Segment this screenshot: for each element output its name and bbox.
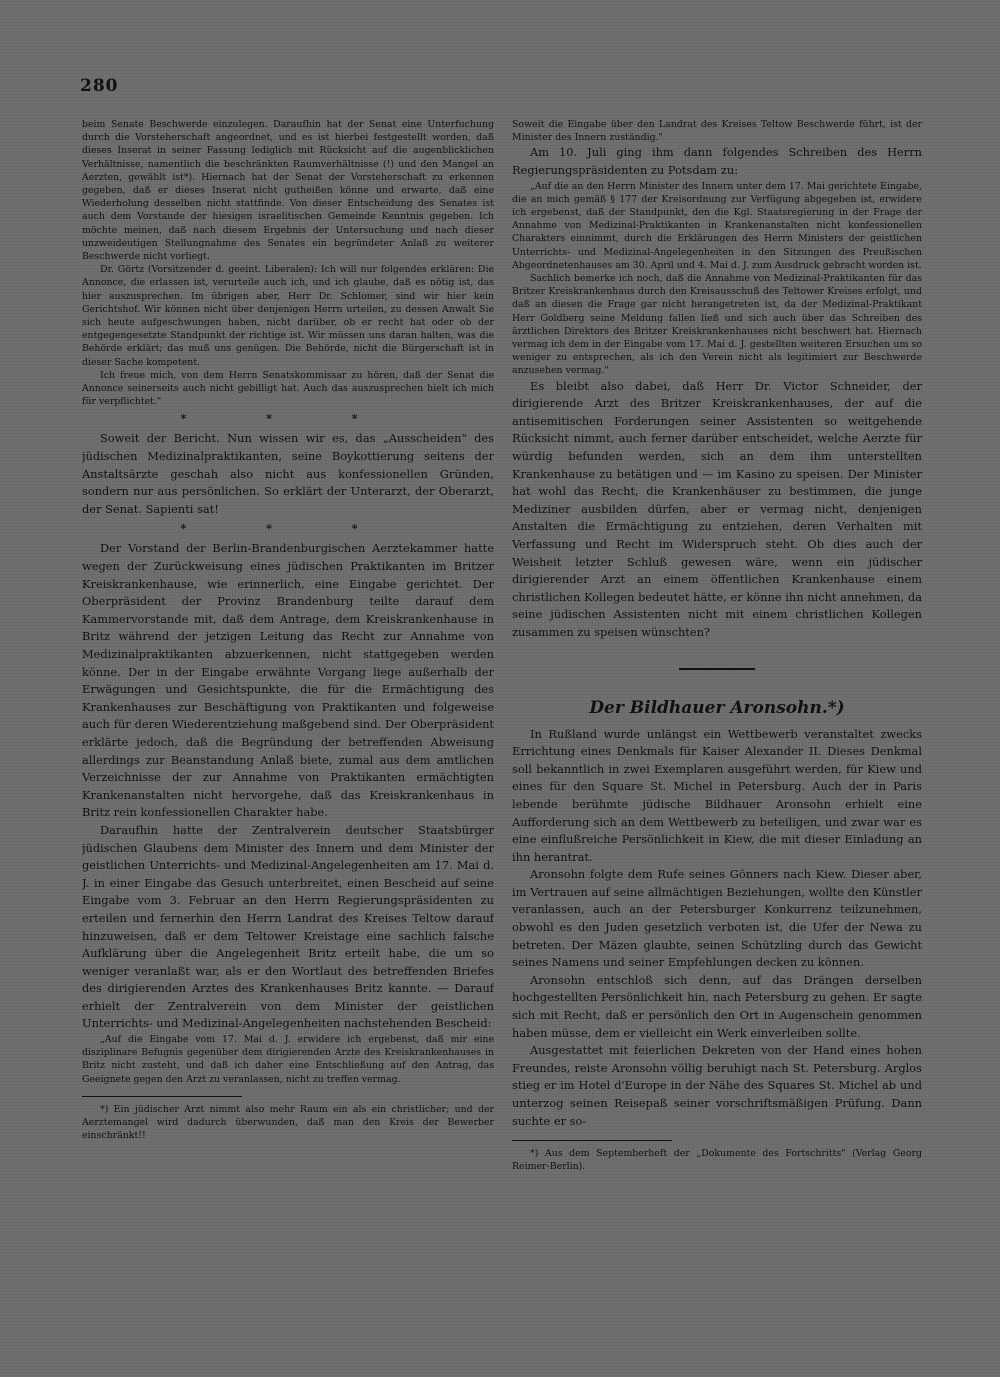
footnote: *) Aus dem Septemberheft der „Dokumente des Fortschritts" (Verlag Georg Reimer-Berlin). bbox=[512, 1148, 922, 1173]
paragraph: Ich freue mich, von dem Herrn Senatskommissar zu hören, daß der Senat die Annonce seinerseits auch nicht gebilligt hat. Auch das auszusprechen hielt ich mich für verpflichtet." bbox=[82, 369, 494, 408]
paragraph: Soweit die Eingabe über den Landrat des Kreises Teltow Beschwerde führt, ist der Minister des Innern zuständig." bbox=[512, 119, 922, 144]
section-separator: * * * bbox=[180, 522, 396, 536]
article-heading: Der Bildhauer Aronsohn.*) bbox=[589, 697, 845, 718]
quoted-paragraph: „Auf die an den Herrn Minister des Innern unter dem 17. Mai gerichtete Eingabe, die an mich gemäß § 177 der Kreisordnung zur Verfügung abgegeben ist, erwidere ich ergebenst, daß der Standpunkt, den die Kgl. Staatsregierung in der Frage der Annahme von Medizinal-Praktikanten in Krankenanstalten nicht konfessionellen Charakters einnimmt, durch die Erklärungen des Herrn Ministers der geistlichen Unterrichts- und Medizinal-Angelegenheiten in den Sitzungen des Preußischen Abgeordnetenhauses am 30. April und 4. Mai d. J. zum Ausdruck gebracht worden ist. bbox=[512, 180, 922, 271]
paragraph: In Rußland wurde unlängst ein Wettbewerb veranstaltet zwecks Errichtung eines Denkmals für Kaiser Alexander II. Dieses Denkmal soll bekanntlich in zwei Exemplaren ausgeführt werden, für Kiew und eines für den Square St. Michel in Petersburg. Auch der in Paris lebende berühmte jüdische Bildhauer Aronsohn erhielt eine Aufforderung sich an dem Wettbewerb zu beteiligen, und zwar war es eine einflußreiche Persönlichkeit in Kiew, die mit dieser Einladung an ihn herantrat. bbox=[512, 726, 922, 864]
paragraph: Aronsohn entschloß sich denn, auf das Drängen derselben hochgestellten Persönlichkeit hin, nach Petersburg zu gehen. Er sagte sich mit Recht, daß er persönlich den Ort in Augenschein genommen haben müsse, dem er vielleicht ein Werk einverleiben sollte. bbox=[512, 972, 922, 1040]
footnote-rule bbox=[82, 1096, 242, 1097]
quoted-paragraph: „Auf die Eingabe vom 17. Mai d. J. erwidere ich ergebenst, daß mir eine disziplinare Befugnis gegenüber dem dirigierenden Arzte des Kreiskrankenhauses in Britz nicht zusteht, und daß ich daher eine Entschließung auf den Antrag, das Geeignete gegen den Arzt zu veranlassen, nicht zu treffen vermag. bbox=[82, 1034, 494, 1085]
paragraph: beim Senate Beschwerde einzulegen. Daraufhin hat der Senat eine Unterfuchung durch die Vorsteherschaft angeordnet, und es ist hierbei festgestellt worden, daß dieses Inserat in seiner Fassung lediglich mit Rücksicht auf die augenblicklichen Verhältnisse, namentlich die beschränkten Raumverhältnisse (!) und den Mangel an Aerzten, gewählt ist*). Hiernach hat der Senat der Vorsteherschaft zu erkennen gegeben, daß er dieses Inserat nicht gutheißen könne und erwarte, daß eine Wiederholung desselben nicht stattfinde. Von dieser Entscheidung des Senates ist auch dem Vorstande der hiesigen israelitischen Gemeinde Kenntnis gegeben. Ich möchte meinen, daß nach diesem Ergebnis der Untersuchung und nach dieser unzweideutigen Stellungnahme des Senates ein begründeter Anlaß zu weiterer Beschwerde nicht vorliegt. bbox=[82, 119, 494, 263]
paragraph: Dr. Görtz (Vorsitzender d. geeint. Liberalen): Ich will nur folgendes erklären: Die Annonce, die erlassen ist, verurteile auch ich, und ich glaube, daß es nötig ist, das hier auszusprechen. Im übrigen aber, Herr Dr. Schlomer, sind wir hier kein Gerichtshof. Wir können nicht über denjenigen Herrn urteilen, zu dessen Anwalt Sie sich heute aufgeschwungen haben, nicht darüber, ob er recht hat oder ob der entgegengesetzte Standpunkt der richtige ist. Wir müssen uns daran halten, was die Behörde erklärt; das muß uns genügen. Die Behörde, nicht die Bürgerschaft ist in dieser Sache kompetent. bbox=[82, 264, 494, 368]
footnote-rule bbox=[512, 1140, 672, 1141]
section-separator: * * * bbox=[180, 412, 396, 426]
paragraph: Soweit der Bericht. Nun wissen wir es, das „Ausscheiden" des jüdischen Medizinalpraktikanten, seine Boykottierung seitens der Anstaltsärzte geschah also nicht aus konfessionellen Gründen, sondern nur aus persönlichen. So erklärt der Unterarzt, der Oberarzt, der Senat. Sapienti sat! bbox=[82, 431, 494, 516]
paragraph: Aronsohn folgte dem Rufe seines Gönners nach Kiew. Dieser aber, im Vertrauen auf seine allmächtigen Beziehungen, wollte den Künstler veranlassen, auch an der Petersburger Konkurrenz teilzunehmen, obwohl es den Juden gesetzlich verboten ist, die Ufer der Newa zu betreten. Der Mäzen glaubte, seinen Schützling durch das Gewicht seines Namens und seiner Empfehlungen decken zu können. bbox=[512, 867, 922, 970]
paragraph: Daraufhin hatte der Zentralverein deutscher Staatsbürger jüdischen Glaubens dem Minister des Innern und dem Minister der geistlichen Unterrichts- und Medizinal-Angelegenheiten am 17. Mai d. J. in einer Eingabe das Gesuch unterbreitet, einen Bescheid auf seine Eingabe vom 3. Februar an den Herrn Regierungspräsidenten zu erteilen und fernerhin den Herrn Landrat des Kreises Teltow darauf hinzuweisen, daß er dem Teltower Kreistage eine sachlich falsche Aufklärung über die Angelegenheit Britz erteilt habe, die um so weniger veranlaßt war, als er den Wortlaut des betreffenden Briefes des dirigierenden Arztes des Krankenhauses Britz kannte. — Darauf erhielt der Zentralverein von dem Minister der geistlichen Unterrichts- und Medizinal-Angelegenheiten nachstehenden Bescheid: bbox=[82, 822, 494, 1031]
footnote: *) Ein jüdischer Arzt nimmt also mehr Raum ein als ein christlicher; und der Aerztemangel wird dadurch überwunden, daß man den Kreis der Bewerber einschränkt!! bbox=[82, 1103, 494, 1142]
quoted-paragraph: Sachlich bemerke ich noch, daß die Annahme von Medizinal-Praktikanten für das Britzer Kreiskrankenhaus durch den Kreisausschuß des Teltower Kreises erfolgt, und daß an diesen die Frage gar nicht herangetreten ist, da der Medizinal-Praktikant Herr Goldberg seine Meldung fallen ließ und sich auch über das Schreiben des ärztlichen Direktors des Britzer Kreiskrankenhauses nicht beschwert hat. Hiernach vermag ich dem in der Eingabe vom 17. Mai d. J. gestellten weiteren Ersuchen um so weniger zu entsprechen, als ich den Verein nicht als legitimiert zur Beschwerde anzusehen vermag." bbox=[512, 273, 922, 377]
right-column bbox=[512, 118, 922, 1258]
paragraph: Ausgestattet mit feierlichen Dekreten von der Hand eines hohen Freundes, reiste Aronsohn völlig beruhigt nach St. Petersburg. Arglos stieg er im Hotel d'Europe in der Nähe des Squares St. Michel ab und unterzog seinen Reisepaß seiner vorschriftsmäßigen Prüfung. Dann suchte er so- bbox=[512, 1043, 922, 1128]
section-rule bbox=[679, 668, 755, 670]
left-column bbox=[82, 118, 494, 1358]
paragraph: Der Vorstand der Berlin-Brandenburgischen Aerztekammer hatte wegen der Zurückweisung eines jüdischen Praktikanten im Britzer Kreiskrankenhause, wie erinnerlich, eine Eingabe gerichtet. Der Oberpräsident der Provinz Brandenburg teilte darauf dem Kammervorstande mit, daß dem Antrage, dem Kreiskrankenhause in Britz während der jetzigen Leitung das Recht zur Annahme von Medizinalpraktikanten abzuerkennen, nicht stattgegeben werden könne. Der in der Eingabe erwähnte Vorgang liege außerhalb der Erwägungen und Gesichtspunkte, die für die Ermächtigung des Krankenhauses zur Beschäftigung von Praktikanten und folgeweise auch für deren Wiederentziehung maßgebend sind. Der Oberpräsident erklärte jedoch, daß die Begründung der betreffenden Abweisung allerdings zur Beanstandung Anlaß biete, zumal aus dem amtlichen Verzeichnisse der zur Annahme von Praktikanten ermächtigten Krankenanstalten nicht hervorgehe, daß das Kreiskrankenhaus in Britz rein konfessionellen Charakter habe. bbox=[82, 541, 494, 820]
paragraph: Am 10. Juli ging ihm dann folgendes Schreiben des Herrn Regierungspräsidenten zu Potsdam zu: bbox=[512, 145, 922, 177]
page-number: 280 bbox=[80, 76, 119, 96]
paragraph: Es bleibt also dabei, daß Herr Dr. Victor Schneider, der dirigierende Arzt des Britzer Kreiskrankenhauses, der auf die antisemitischen Forderungen seiner Assistenten so weitgehende Rücksicht nimmt, auch ferner darüber entscheidet, welche Aerzte für würdig befunden werden, sich an dem ihm unterstellten Krankenhause zu betätigen und — im Kasino zu speisen. Der Minister hat wohl das Recht, die Krankenhäuser zu bestimmen, die junge Mediziner ausbilden dürfen, aber er vermag nicht, denjenigen Anstalten die Ermächtigung zu entziehen, deren Verhalten mit Verfassung und Recht im Widerspruch steht. Ob dies auch der Weisheit letzter Schluß gewesen wäre, wenn ein jüdischer dirigierender Arzt an einem öffentlichen Krankenhause einem christlichen Kollegen bedeutet hätte, er könne ihn nicht annehmen, da seine jüdischen Assistenten nicht mit einem christlichen Kollegen zusammen zu speisen wünschten? bbox=[512, 378, 922, 639]
